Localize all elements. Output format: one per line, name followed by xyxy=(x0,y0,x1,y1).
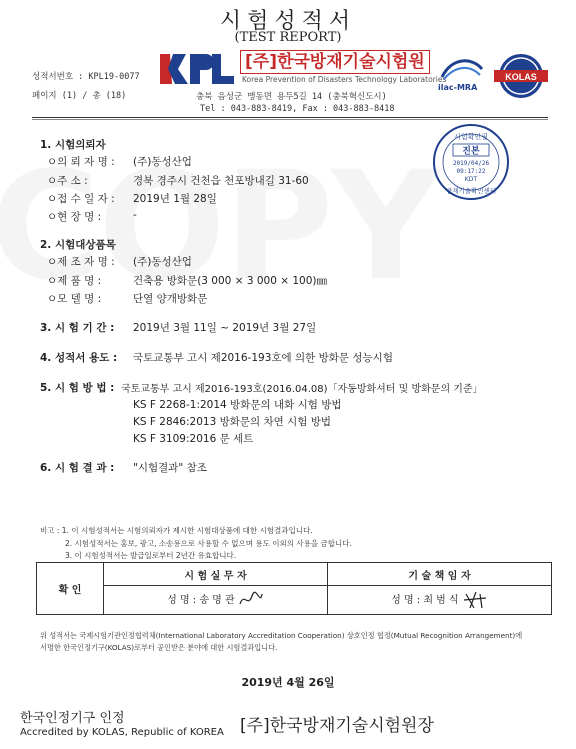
product-name-label: ㅇ제 품 명 : xyxy=(47,275,102,287)
tester-signature xyxy=(238,590,264,610)
institute-director: [주]한국방재기술시험원장 xyxy=(240,716,434,736)
client-name-label: ㅇ의 뢰 자 명 : xyxy=(47,156,115,168)
report-number-value: KPL19-0077 xyxy=(88,72,140,82)
ilac-mra-logo xyxy=(438,55,486,95)
institute-address: 충북 음성군 맹동면 용두5길 14 (충북혁신도시) xyxy=(196,92,387,102)
tester-header: 시 험 실 무 자 xyxy=(104,563,328,586)
manager-cell xyxy=(328,586,552,615)
section-result-heading: 6. 시 험 결 과 : xyxy=(40,462,115,474)
manager-name: 성 명 : 최 범 식 xyxy=(391,595,459,606)
kolas-accreditation-en: Accredited by KOLAS, Republic of KOREA xyxy=(20,727,224,738)
verification-seal xyxy=(432,123,510,201)
model-name-value: 단열 양개방화문 xyxy=(133,293,208,305)
tester-name: 성 명 : 송 명 관 xyxy=(167,595,235,606)
note-line: 비고 : 1. 이 시험성적서는 시험의뢰자가 제시한 시험대상품에 대한 시험결과입니다. xyxy=(40,526,313,535)
note-line: 2. 시험성적서는 홍보, 광고, 소송용으로 사용할 수 없으며 용도 이외의 사용을 금합니다. xyxy=(65,539,352,548)
seal-middle: 진본 xyxy=(462,146,480,157)
section-method-heading: 5. 시 험 방 법 : xyxy=(40,382,115,394)
kolas-label: KOLAS xyxy=(505,72,537,82)
section-purpose-heading: 4. 성적서 용도 : xyxy=(40,352,118,364)
section-client-heading: 1. 시험의뢰자 xyxy=(40,139,106,151)
model-name-label: ㅇ모 델 명 : xyxy=(47,293,102,305)
confirmation-table xyxy=(36,562,552,615)
method-line: KS F 2268-1:2014 방화문의 내화 시험 방법 xyxy=(133,399,342,411)
manufacturer-label: ㅇ제 조 자 명 : xyxy=(47,256,115,268)
receipt-date-label: ㅇ접 수 일 자 : xyxy=(47,193,115,205)
report-purpose-value: 국토교통부 고시 제2016-193호에 의한 방화문 성능시험 xyxy=(133,352,393,364)
ilac-label: ilac-MRA xyxy=(438,83,478,92)
receipt-date-value: 2019년 1월 28일 xyxy=(133,193,217,205)
test-result-value: "시험결과" 참조 xyxy=(133,462,207,474)
product-name-value: 건축용 방화문(3 000 × 3 000 × 100)㎜ xyxy=(133,275,327,287)
manager-header: 기 술 책 임 자 xyxy=(328,563,552,586)
section-period-heading: 3. 시 험 기 간 : xyxy=(40,322,115,334)
client-address-value: 경북 경주시 건천읍 천포방내길 31-60 xyxy=(133,175,309,187)
page-subtitle: (TEST REPORT) xyxy=(234,30,342,45)
tester-cell xyxy=(104,586,328,615)
manager-signature xyxy=(462,590,488,610)
section-product-heading: 2. 시험대상품목 xyxy=(40,239,116,251)
method-line: 국토교통부 고시 제2016-193호(2016.04.08)「자동방화셔터 및 방화문의 기준」 xyxy=(121,384,483,395)
seal-top: 시험확인필 xyxy=(454,133,488,141)
report-number xyxy=(32,70,140,82)
accreditation-line: 서명한 한국인정기구(KOLAS)로부터 공인받은 분야에 대한 시험결과입니다. xyxy=(40,643,278,652)
institute-name: [주]한국방재기술시험원 xyxy=(240,50,430,74)
seal-date: 2019/04/26 xyxy=(452,160,490,167)
site-name-label: ㅇ현 장 명 : xyxy=(47,211,102,223)
method-line: KS F 2846:2013 방화문의 차연 시험 방법 xyxy=(133,416,332,428)
method-line: KS F 3109:2016 문 세트 xyxy=(133,433,254,445)
test-period-value: 2019년 3월 11일 ~ 2019년 3월 27일 xyxy=(133,322,317,334)
page-indicator: 페이지 (1) / 총 (18) xyxy=(32,91,127,101)
kolas-accreditation-kr: 한국인정기구 인정 xyxy=(20,711,125,726)
note-line: 3. 이 시험성적서는 발급일로부터 2년간 유효합니다. xyxy=(65,551,237,560)
site-name-value: - xyxy=(133,209,137,221)
kolas-logo xyxy=(490,52,552,100)
confirm-label: 확 인 xyxy=(37,563,104,615)
kpl-logo xyxy=(160,50,238,88)
report-number-label: 성적서번호 : xyxy=(32,72,84,82)
ilac-swoosh-icon xyxy=(438,55,486,83)
client-address-label: ㅇ주 소 : xyxy=(47,175,88,187)
seal-code: KDT xyxy=(464,176,478,183)
institute-name-en: Korea Prevention of Disasters Technology Laboratories xyxy=(242,75,447,84)
client-name-value: (주)동성산업 xyxy=(133,156,192,168)
manufacturer-value: (주)동성산업 xyxy=(133,256,192,268)
accreditation-line: 위 성적서는 국제시험기관인정협력체(International Laboratory Accreditation Cooperation) 상호인정 협정(Mutual Recognition Arrangement)에 xyxy=(40,631,523,640)
issue-date: 2019년 4월 26일 xyxy=(241,676,335,689)
seal-time: 09:17:22 xyxy=(456,168,486,175)
seal-bottom: 방재기술확인센터 xyxy=(445,187,497,195)
page-title: 시험성적서 xyxy=(219,9,357,34)
institute-contact: Tel : 043-883-8419, Fax : 043-883-8418 xyxy=(200,104,395,114)
